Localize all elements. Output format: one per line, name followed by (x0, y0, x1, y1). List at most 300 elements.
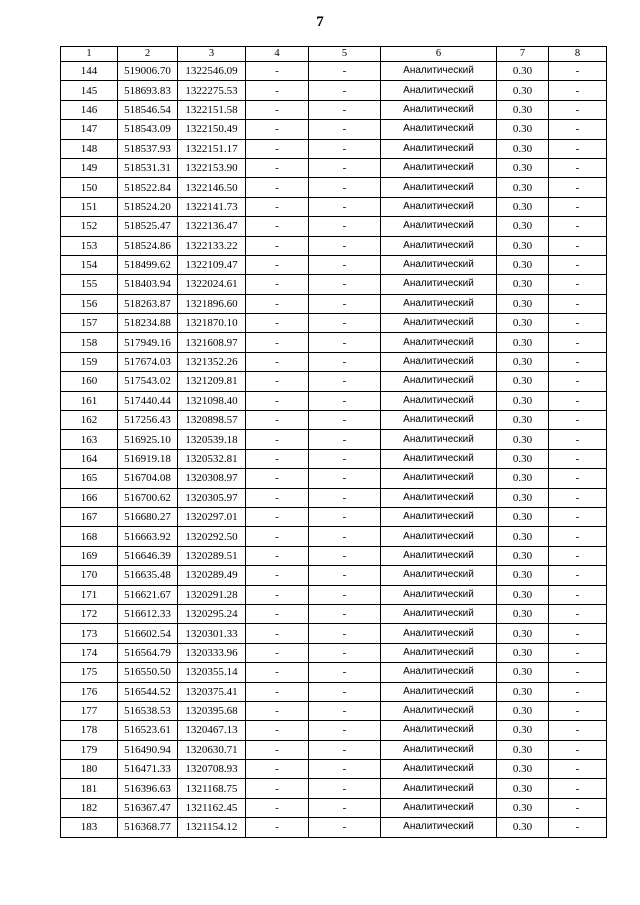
column-header: 3 (178, 47, 246, 62)
column-header: 6 (381, 47, 497, 62)
cell-x-coordinate: 517256.43 (118, 411, 178, 430)
cell-point-number: 177 (61, 701, 118, 720)
cell-point-number: 144 (61, 62, 118, 81)
cell-point-number: 161 (61, 391, 118, 410)
cell-point-number: 145 (61, 81, 118, 100)
table-row (61, 62, 607, 81)
cell-col4-value: - (246, 779, 309, 798)
cell-col4-value: - (246, 139, 309, 158)
cell-col4-value: - (246, 217, 309, 236)
cell-col5-value: - (309, 779, 381, 798)
cell-point-number: 182 (61, 798, 118, 817)
cell-col4-value: - (246, 643, 309, 662)
table-row (61, 139, 607, 158)
cell-col8-value: - (549, 333, 607, 352)
column-header: 2 (118, 47, 178, 62)
cell-col8-value: - (549, 604, 607, 623)
column-header: 1 (61, 47, 118, 62)
table-row (61, 275, 607, 294)
cell-col5-value: - (309, 566, 381, 585)
cell-col8-value: - (549, 120, 607, 139)
cell-x-coordinate: 516538.53 (118, 701, 178, 720)
cell-y-coordinate: 1322141.73 (178, 197, 246, 216)
cell-col5-value: - (309, 275, 381, 294)
cell-col8-value: - (549, 546, 607, 565)
cell-point-number: 165 (61, 469, 118, 488)
cell-col4-value: - (246, 81, 309, 100)
cell-y-coordinate: 1320291.28 (178, 585, 246, 604)
cell-point-number: 167 (61, 507, 118, 526)
table-row (61, 663, 607, 682)
cell-y-coordinate: 1320308.97 (178, 469, 246, 488)
cell-accuracy: 0.30 (497, 701, 549, 720)
cell-col5-value: - (309, 352, 381, 371)
cell-col5-value: - (309, 294, 381, 313)
cell-col8-value: - (549, 624, 607, 643)
cell-method: Аналитический (381, 430, 497, 449)
cell-x-coordinate: 518263.87 (118, 294, 178, 313)
cell-col4-value: - (246, 624, 309, 643)
column-header: 5 (309, 47, 381, 62)
table-row (61, 527, 607, 546)
cell-col4-value: - (246, 604, 309, 623)
cell-col5-value: - (309, 624, 381, 643)
cell-x-coordinate: 516471.33 (118, 760, 178, 779)
table-row (61, 217, 607, 236)
cell-point-number: 171 (61, 585, 118, 604)
cell-col8-value: - (549, 430, 607, 449)
cell-x-coordinate: 518546.54 (118, 100, 178, 119)
cell-point-number: 164 (61, 449, 118, 468)
cell-point-number: 175 (61, 663, 118, 682)
cell-col5-value: - (309, 178, 381, 197)
cell-col5-value: - (309, 139, 381, 158)
cell-col5-value: - (309, 507, 381, 526)
table-row (61, 507, 607, 526)
cell-y-coordinate: 1320395.68 (178, 701, 246, 720)
cell-point-number: 178 (61, 721, 118, 740)
cell-point-number: 159 (61, 352, 118, 371)
cell-y-coordinate: 1322136.47 (178, 217, 246, 236)
cell-accuracy: 0.30 (497, 507, 549, 526)
cell-col8-value: - (549, 527, 607, 546)
cell-col5-value: - (309, 314, 381, 333)
cell-method: Аналитический (381, 546, 497, 565)
cell-col8-value: - (549, 275, 607, 294)
cell-method: Аналитический (381, 682, 497, 701)
cell-x-coordinate: 516612.33 (118, 604, 178, 623)
cell-method: Аналитический (381, 139, 497, 158)
column-header: 7 (497, 47, 549, 62)
cell-y-coordinate: 1322150.49 (178, 120, 246, 139)
cell-y-coordinate: 1322153.90 (178, 158, 246, 177)
cell-col8-value: - (549, 391, 607, 410)
table-row (61, 430, 607, 449)
cell-x-coordinate: 516919.18 (118, 449, 178, 468)
cell-y-coordinate: 1321896.60 (178, 294, 246, 313)
cell-method: Аналитический (381, 798, 497, 817)
cell-y-coordinate: 1321154.12 (178, 818, 246, 837)
cell-x-coordinate: 518499.62 (118, 255, 178, 274)
cell-y-coordinate: 1322133.22 (178, 236, 246, 255)
cell-y-coordinate: 1320467.13 (178, 721, 246, 740)
header-row (61, 47, 607, 62)
cell-y-coordinate: 1320708.93 (178, 760, 246, 779)
table-row (61, 643, 607, 662)
cell-accuracy: 0.30 (497, 197, 549, 216)
cell-method: Аналитический (381, 333, 497, 352)
cell-y-coordinate: 1320630.71 (178, 740, 246, 759)
table-row (61, 178, 607, 197)
cell-accuracy: 0.30 (497, 217, 549, 236)
cell-y-coordinate: 1320297.01 (178, 507, 246, 526)
cell-accuracy: 0.30 (497, 139, 549, 158)
cell-x-coordinate: 516523.61 (118, 721, 178, 740)
cell-col4-value: - (246, 275, 309, 294)
cell-method: Аналитический (381, 721, 497, 740)
cell-y-coordinate: 1320292.50 (178, 527, 246, 546)
cell-x-coordinate: 516663.92 (118, 527, 178, 546)
cell-x-coordinate: 516704.08 (118, 469, 178, 488)
cell-col5-value: - (309, 372, 381, 391)
cell-y-coordinate: 1321608.97 (178, 333, 246, 352)
cell-col4-value: - (246, 391, 309, 410)
table-row (61, 352, 607, 371)
cell-x-coordinate: 516368.77 (118, 818, 178, 837)
cell-method: Аналитический (381, 760, 497, 779)
column-header: 4 (246, 47, 309, 62)
cell-x-coordinate: 518524.86 (118, 236, 178, 255)
cell-col8-value: - (549, 62, 607, 81)
cell-col8-value: - (549, 507, 607, 526)
cell-col4-value: - (246, 178, 309, 197)
cell-col5-value: - (309, 701, 381, 720)
cell-accuracy: 0.30 (497, 469, 549, 488)
cell-point-number: 160 (61, 372, 118, 391)
table-row (61, 798, 607, 817)
cell-col8-value: - (549, 255, 607, 274)
table-row (61, 372, 607, 391)
cell-method: Аналитический (381, 663, 497, 682)
cell-col4-value: - (246, 546, 309, 565)
coordinates-table (60, 46, 607, 838)
cell-method: Аналитический (381, 236, 497, 255)
cell-method: Аналитический (381, 779, 497, 798)
cell-y-coordinate: 1321098.40 (178, 391, 246, 410)
cell-point-number: 150 (61, 178, 118, 197)
cell-x-coordinate: 516564.79 (118, 643, 178, 662)
cell-x-coordinate: 517674.03 (118, 352, 178, 371)
cell-x-coordinate: 518522.84 (118, 178, 178, 197)
cell-accuracy: 0.30 (497, 158, 549, 177)
cell-method: Аналитический (381, 449, 497, 468)
cell-col8-value: - (549, 469, 607, 488)
table-row (61, 818, 607, 837)
cell-method: Аналитический (381, 100, 497, 119)
cell-col5-value: - (309, 255, 381, 274)
cell-point-number: 181 (61, 779, 118, 798)
cell-col4-value: - (246, 469, 309, 488)
cell-point-number: 153 (61, 236, 118, 255)
cell-col8-value: - (549, 217, 607, 236)
cell-y-coordinate: 1321870.10 (178, 314, 246, 333)
cell-point-number: 151 (61, 197, 118, 216)
cell-col4-value: - (246, 798, 309, 817)
cell-col4-value: - (246, 197, 309, 216)
cell-col4-value: - (246, 682, 309, 701)
cell-accuracy: 0.30 (497, 624, 549, 643)
table-row (61, 469, 607, 488)
cell-col4-value: - (246, 701, 309, 720)
cell-x-coordinate: 518543.09 (118, 120, 178, 139)
table-row (61, 760, 607, 779)
cell-accuracy: 0.30 (497, 760, 549, 779)
cell-method: Аналитический (381, 507, 497, 526)
cell-point-number: 180 (61, 760, 118, 779)
cell-col4-value: - (246, 352, 309, 371)
cell-col5-value: - (309, 100, 381, 119)
cell-accuracy: 0.30 (497, 314, 549, 333)
table-row (61, 120, 607, 139)
cell-col5-value: - (309, 62, 381, 81)
cell-accuracy: 0.30 (497, 294, 549, 313)
cell-accuracy: 0.30 (497, 643, 549, 662)
table-row (61, 624, 607, 643)
cell-x-coordinate: 516621.67 (118, 585, 178, 604)
cell-col8-value: - (549, 139, 607, 158)
cell-col4-value: - (246, 488, 309, 507)
cell-col8-value: - (549, 566, 607, 585)
table-row (61, 604, 607, 623)
cell-point-number: 149 (61, 158, 118, 177)
cell-col8-value: - (549, 411, 607, 430)
cell-col8-value: - (549, 585, 607, 604)
cell-col8-value: - (549, 314, 607, 333)
cell-y-coordinate: 1322109.47 (178, 255, 246, 274)
cell-col4-value: - (246, 62, 309, 81)
cell-accuracy: 0.30 (497, 740, 549, 759)
cell-col5-value: - (309, 449, 381, 468)
cell-col8-value: - (549, 663, 607, 682)
cell-col4-value: - (246, 100, 309, 119)
cell-y-coordinate: 1321162.45 (178, 798, 246, 817)
table-row (61, 236, 607, 255)
cell-col5-value: - (309, 391, 381, 410)
cell-col5-value: - (309, 430, 381, 449)
cell-method: Аналитический (381, 314, 497, 333)
cell-x-coordinate: 516490.94 (118, 740, 178, 759)
cell-accuracy: 0.30 (497, 604, 549, 623)
cell-method: Аналитический (381, 391, 497, 410)
cell-y-coordinate: 1320289.51 (178, 546, 246, 565)
cell-col4-value: - (246, 585, 309, 604)
cell-col5-value: - (309, 81, 381, 100)
cell-point-number: 172 (61, 604, 118, 623)
cell-col8-value: - (549, 779, 607, 798)
cell-col5-value: - (309, 740, 381, 759)
cell-method: Аналитический (381, 488, 497, 507)
table-row (61, 449, 607, 468)
cell-x-coordinate: 516635.48 (118, 566, 178, 585)
cell-col5-value: - (309, 798, 381, 817)
cell-accuracy: 0.30 (497, 411, 549, 430)
cell-col4-value: - (246, 294, 309, 313)
table-row (61, 721, 607, 740)
cell-accuracy: 0.30 (497, 779, 549, 798)
cell-col5-value: - (309, 488, 381, 507)
cell-col5-value: - (309, 527, 381, 546)
cell-x-coordinate: 516602.54 (118, 624, 178, 643)
cell-accuracy: 0.30 (497, 721, 549, 740)
cell-method: Аналитический (381, 217, 497, 236)
table-row (61, 158, 607, 177)
cell-y-coordinate: 1320305.97 (178, 488, 246, 507)
cell-accuracy: 0.30 (497, 81, 549, 100)
cell-col5-value: - (309, 818, 381, 837)
cell-col5-value: - (309, 197, 381, 216)
cell-y-coordinate: 1321209.81 (178, 372, 246, 391)
cell-point-number: 147 (61, 120, 118, 139)
cell-method: Аналитический (381, 275, 497, 294)
cell-accuracy: 0.30 (497, 449, 549, 468)
cell-point-number: 179 (61, 740, 118, 759)
cell-accuracy: 0.30 (497, 566, 549, 585)
cell-x-coordinate: 516544.52 (118, 682, 178, 701)
cell-col4-value: - (246, 663, 309, 682)
cell-x-coordinate: 517543.02 (118, 372, 178, 391)
cell-point-number: 152 (61, 217, 118, 236)
cell-point-number: 166 (61, 488, 118, 507)
cell-col8-value: - (549, 701, 607, 720)
cell-point-number: 163 (61, 430, 118, 449)
cell-accuracy: 0.30 (497, 100, 549, 119)
cell-accuracy: 0.30 (497, 585, 549, 604)
cell-method: Аналитический (381, 178, 497, 197)
cell-accuracy: 0.30 (497, 255, 549, 274)
cell-point-number: 157 (61, 314, 118, 333)
cell-method: Аналитический (381, 352, 497, 371)
table-row (61, 411, 607, 430)
column-header: 8 (549, 47, 607, 62)
cell-x-coordinate: 516550.50 (118, 663, 178, 682)
cell-y-coordinate: 1320375.41 (178, 682, 246, 701)
cell-method: Аналитический (381, 469, 497, 488)
cell-y-coordinate: 1320301.33 (178, 624, 246, 643)
cell-col4-value: - (246, 236, 309, 255)
cell-method: Аналитический (381, 62, 497, 81)
cell-x-coordinate: 517949.16 (118, 333, 178, 352)
cell-accuracy: 0.30 (497, 372, 549, 391)
cell-point-number: 162 (61, 411, 118, 430)
cell-point-number: 174 (61, 643, 118, 662)
cell-col8-value: - (549, 488, 607, 507)
cell-point-number: 158 (61, 333, 118, 352)
cell-x-coordinate: 518531.31 (118, 158, 178, 177)
cell-accuracy: 0.30 (497, 818, 549, 837)
cell-col5-value: - (309, 682, 381, 701)
cell-col8-value: - (549, 100, 607, 119)
cell-col8-value: - (549, 798, 607, 817)
table-row (61, 100, 607, 119)
cell-x-coordinate: 518537.93 (118, 139, 178, 158)
cell-method: Аналитический (381, 294, 497, 313)
cell-col5-value: - (309, 217, 381, 236)
cell-accuracy: 0.30 (497, 682, 549, 701)
cell-col8-value: - (549, 740, 607, 759)
cell-method: Аналитический (381, 81, 497, 100)
cell-col5-value: - (309, 643, 381, 662)
cell-col5-value: - (309, 760, 381, 779)
cell-accuracy: 0.30 (497, 798, 549, 817)
cell-y-coordinate: 1321352.26 (178, 352, 246, 371)
cell-accuracy: 0.30 (497, 236, 549, 255)
cell-point-number: 146 (61, 100, 118, 119)
page-number: 7 (316, 14, 324, 30)
cell-accuracy: 0.30 (497, 391, 549, 410)
cell-col4-value: - (246, 818, 309, 837)
cell-accuracy: 0.30 (497, 546, 549, 565)
cell-point-number: 183 (61, 818, 118, 837)
cell-method: Аналитический (381, 527, 497, 546)
cell-col8-value: - (549, 760, 607, 779)
cell-x-coordinate: 518234.88 (118, 314, 178, 333)
cell-method: Аналитический (381, 158, 497, 177)
cell-col8-value: - (549, 818, 607, 837)
cell-col8-value: - (549, 197, 607, 216)
cell-col5-value: - (309, 236, 381, 255)
table-row (61, 391, 607, 410)
cell-point-number: 148 (61, 139, 118, 158)
cell-accuracy: 0.30 (497, 430, 549, 449)
cell-accuracy: 0.30 (497, 527, 549, 546)
cell-method: Аналитический (381, 120, 497, 139)
table-row (61, 779, 607, 798)
cell-col4-value: - (246, 449, 309, 468)
cell-col4-value: - (246, 760, 309, 779)
cell-col8-value: - (549, 449, 607, 468)
cell-col4-value: - (246, 507, 309, 526)
cell-x-coordinate: 518524.20 (118, 197, 178, 216)
cell-accuracy: 0.30 (497, 178, 549, 197)
cell-col4-value: - (246, 566, 309, 585)
cell-x-coordinate: 518403.94 (118, 275, 178, 294)
cell-col8-value: - (549, 81, 607, 100)
cell-col4-value: - (246, 721, 309, 740)
table-row (61, 294, 607, 313)
cell-col4-value: - (246, 158, 309, 177)
cell-col8-value: - (549, 643, 607, 662)
cell-y-coordinate: 1320295.24 (178, 604, 246, 623)
cell-x-coordinate: 516925.10 (118, 430, 178, 449)
cell-y-coordinate: 1320539.18 (178, 430, 246, 449)
table-row (61, 333, 607, 352)
cell-accuracy: 0.30 (497, 62, 549, 81)
cell-col8-value: - (549, 158, 607, 177)
cell-point-number: 154 (61, 255, 118, 274)
cell-y-coordinate: 1320898.57 (178, 411, 246, 430)
cell-point-number: 155 (61, 275, 118, 294)
cell-accuracy: 0.30 (497, 488, 549, 507)
cell-point-number: 173 (61, 624, 118, 643)
cell-method: Аналитический (381, 604, 497, 623)
cell-col8-value: - (549, 721, 607, 740)
cell-col4-value: - (246, 411, 309, 430)
table-body (61, 62, 607, 838)
cell-col5-value: - (309, 604, 381, 623)
cell-x-coordinate: 516367.47 (118, 798, 178, 817)
cell-col8-value: - (549, 178, 607, 197)
cell-accuracy: 0.30 (497, 275, 549, 294)
